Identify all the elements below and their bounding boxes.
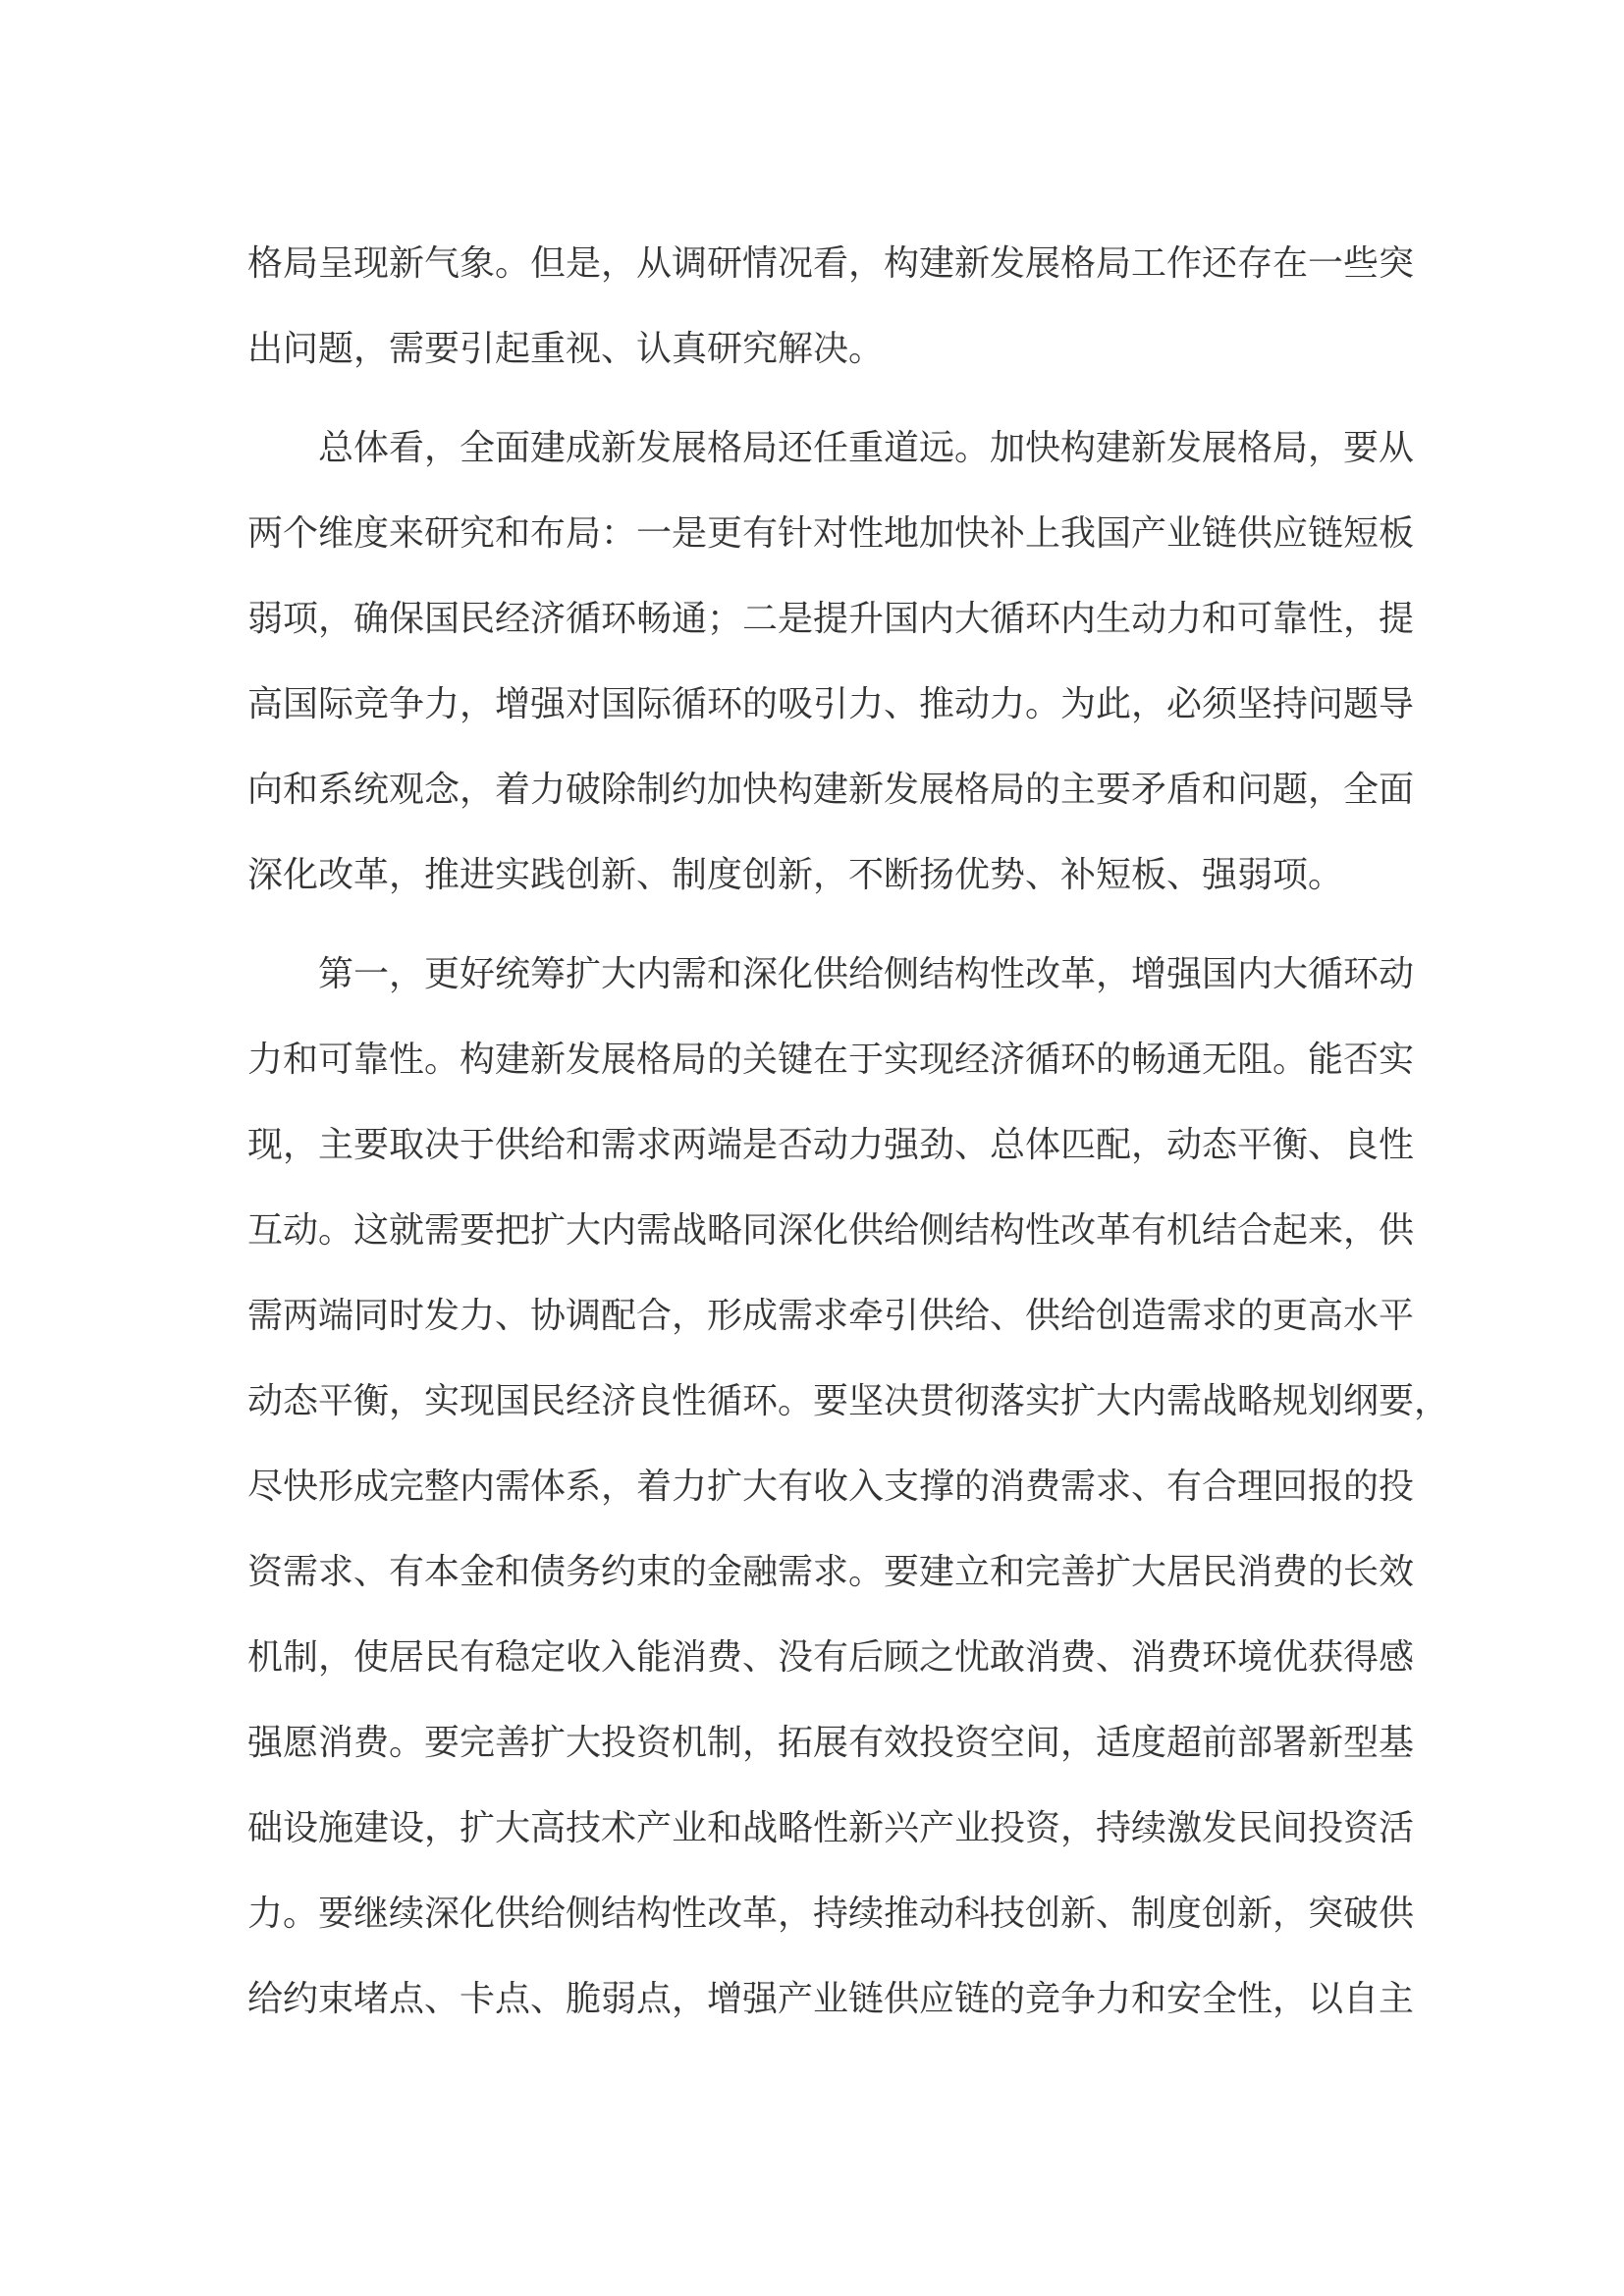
text-line: 第一，更好统筹扩大内需和深化供给侧结构性改革，增强国内大循环动 xyxy=(318,954,1415,994)
text-line: 弱项，确保国民经济循环畅通；二是提升国内大循环内生动力和可靠性，提 xyxy=(247,599,1415,639)
text-line: 需两端同时发力、协调配合，形成需求牵引供给、供给创造需求的更高水平 xyxy=(247,1296,1415,1336)
text-line: 机制，使居民有稳定收入能消费、没有后顾之忧敢消费、消费环境优获得感 xyxy=(247,1637,1415,1678)
text-line: 向和系统观念，着力破除制约加快构建新发展格局的主要矛盾和问题，全面 xyxy=(247,770,1415,810)
text-line: 给约束堵点、卡点、脆弱点，增强产业链供应链的竞争力和安全性，以自主 xyxy=(247,1979,1415,2019)
text-line: 力。要继续深化供给侧结构性改革，持续推动科技创新、制度创新，突破供 xyxy=(247,1894,1415,1934)
paragraph xyxy=(247,405,1415,918)
text-line: 资需求、有本金和债务约束的金融需求。要建立和完善扩大居民消费的长效 xyxy=(247,1552,1415,1592)
text-line: 两个维度来研究和布局：一是更有针对性地加快补上我国产业链供应链短板 xyxy=(247,513,1415,554)
text-line: 互动。这就需要把扩大内需战略同深化供给侧结构性改革有机结合起来，供 xyxy=(247,1210,1415,1251)
text-line: 动态平衡，实现国民经济良性循环。要坚决贯彻落实扩大内需战略规划纲要， xyxy=(247,1381,1450,1421)
text-line: 尽快形成完整内需体系，着力扩大有收入支撑的消费需求、有合理回报的投 xyxy=(247,1467,1415,1507)
text-line: 高国际竞争力，增强对国际循环的吸引力、推动力。为此，必须坚持问题导 xyxy=(247,684,1415,724)
text-line: 格局呈现新气象。但是，从调研情况看，构建新发展格局工作还存在一些突 xyxy=(247,243,1415,284)
paragraph xyxy=(247,932,1450,2042)
text-line: 深化改革，推进实践创新、制度创新，不断扬优势、补短板、强弱项。 xyxy=(247,855,1344,895)
text-line: 力和可靠性。构建新发展格局的关键在于实现经济循环的畅通无阻。能否实 xyxy=(247,1040,1415,1080)
text-line: 础设施建设，扩大高技术产业和战略性新兴产业投资，持续激发民间投资活 xyxy=(247,1808,1415,1848)
text-line: 现，主要取决于供给和需求两端是否动力强劲、总体匹配，动态平衡、良性 xyxy=(247,1125,1415,1165)
text-line: 总体看，全面建成新发展格局还任重道远。加快构建新发展格局，要从 xyxy=(318,428,1415,468)
paragraph xyxy=(247,221,1415,392)
document-body xyxy=(247,221,1450,2056)
text-line: 强愿消费。要完善扩大投资机制，拓展有效投资空间，适度超前部署新型基 xyxy=(247,1723,1415,1763)
text-line: 出问题，需要引起重视、认真研究解决。 xyxy=(247,329,885,369)
